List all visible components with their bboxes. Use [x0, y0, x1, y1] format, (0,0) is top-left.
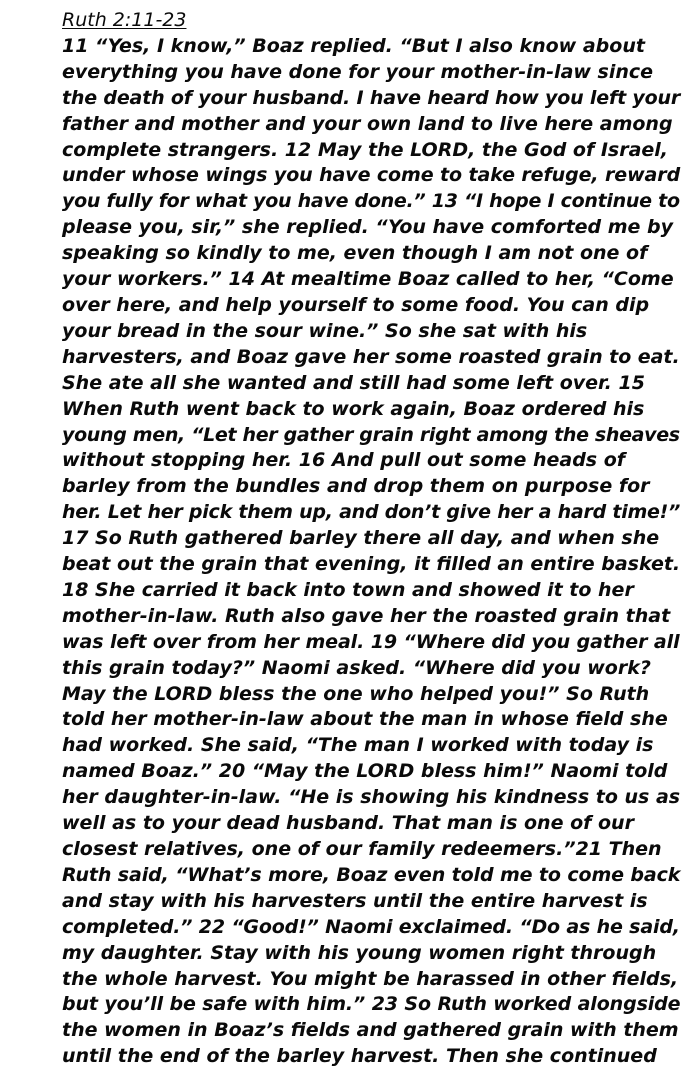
passage-line: Ruth said, “What’s more, Boaz even told me to come back	[62, 863, 681, 886]
passage-line: my daughter. Stay with his young women right through	[62, 941, 657, 964]
passage-line: barley from the bundles and drop them on purpose for	[62, 475, 650, 498]
passage-body	[62, 34, 681, 1070]
passage-line: father and mother and your own land to live here among	[62, 112, 673, 135]
passage-line: your bread in the sour wine.” So she sat with his	[62, 319, 588, 342]
passage-line: May the LORD bless the one who helped you!” So Ruth	[62, 682, 650, 705]
passage-line: 18 She carried it back into town and showed it to her	[62, 578, 634, 601]
passage-line: complete strangers. 12 May the LORD, the God of Israel,	[62, 138, 669, 161]
passage-line: until the end of the barley harvest. Then she continued	[62, 1045, 657, 1068]
passage-line: the whole harvest. You might be harassed in other fields,	[62, 967, 679, 990]
passage-heading: Ruth 2:11-23	[62, 9, 187, 31]
passage-line: well as to your dead husband. That man is one of our	[62, 812, 634, 835]
passage-line: closest relatives, one of our family redeemers.”21 Then	[62, 838, 662, 860]
passage-line: please you, sir,” she replied. “You have comforted me by	[62, 216, 674, 239]
passage-line: 17 So Ruth gathered barley there all day, and when she	[62, 527, 660, 550]
passage-line: you fully for what you have done.” 13 “I hope I continue to	[62, 190, 680, 213]
passage-line: was left over from her meal. 19 “Where did you gather all	[62, 630, 680, 653]
passage-line: When Ruth went back to work again, Boaz ordered his	[62, 397, 645, 420]
passage-line: over here, and help yourself to some food. You can dip	[62, 293, 650, 316]
passage-line: the women in Boaz’s fields and gathered grain with them	[62, 1019, 679, 1042]
passage-line: She ate all she wanted and still had some left over. 15	[62, 371, 645, 394]
passage-line: young men, “Let her gather grain right among the sheaves	[62, 423, 680, 446]
passage-line: named Boaz.” 20 “May the LORD bless him!” Naomi told	[62, 760, 668, 783]
passage-line: but you’ll be safe with him.” 23 So Ruth worked alongside	[62, 993, 681, 1016]
passage-line: beat out the grain that evening, it filled an entire basket.	[62, 553, 681, 576]
passage-line: her. Let her pick them up, and don’t give her a hard time!”	[62, 501, 681, 524]
passage-line: told her mother-in-law about the man in whose field she	[62, 708, 668, 731]
passage-line: her daughter-in-law. “He is showing his kindness to us as	[62, 786, 681, 809]
passage-line: and stay with his harvesters until the entire harvest is	[62, 889, 648, 912]
passage-line: completed.” 22 “Good!” Naomi exclaimed. “Do as he said,	[62, 915, 680, 938]
passage-line: the death of your husband. I have heard how you left your	[62, 86, 681, 109]
passage-line: this grain today?” Naomi asked. “Where did you work?	[62, 656, 651, 679]
passage-line: your workers.” 14 At mealtime Boaz called to her, “Come	[62, 268, 674, 291]
passage-line: without stopping her. 16 And pull out some heads of	[62, 449, 626, 472]
passage-line: had worked. She said, “The man I worked with today is	[62, 734, 654, 757]
passage-line: 11 “Yes, I know,” Boaz replied. “But I also know about	[62, 34, 645, 57]
passage-line: speaking so kindly to me, even though I am not one of	[62, 242, 648, 265]
passage-line: mother-in-law. Ruth also gave her the roasted grain that	[62, 604, 671, 627]
passage-line: everything you have done for your mother-in-law since	[62, 60, 654, 83]
scripture-passage	[62, 8, 681, 1070]
passage-line: under whose wings you have come to take refuge, reward	[62, 164, 681, 187]
passage-line: harvesters, and Boaz gave her some roasted grain to eat.	[62, 345, 680, 368]
